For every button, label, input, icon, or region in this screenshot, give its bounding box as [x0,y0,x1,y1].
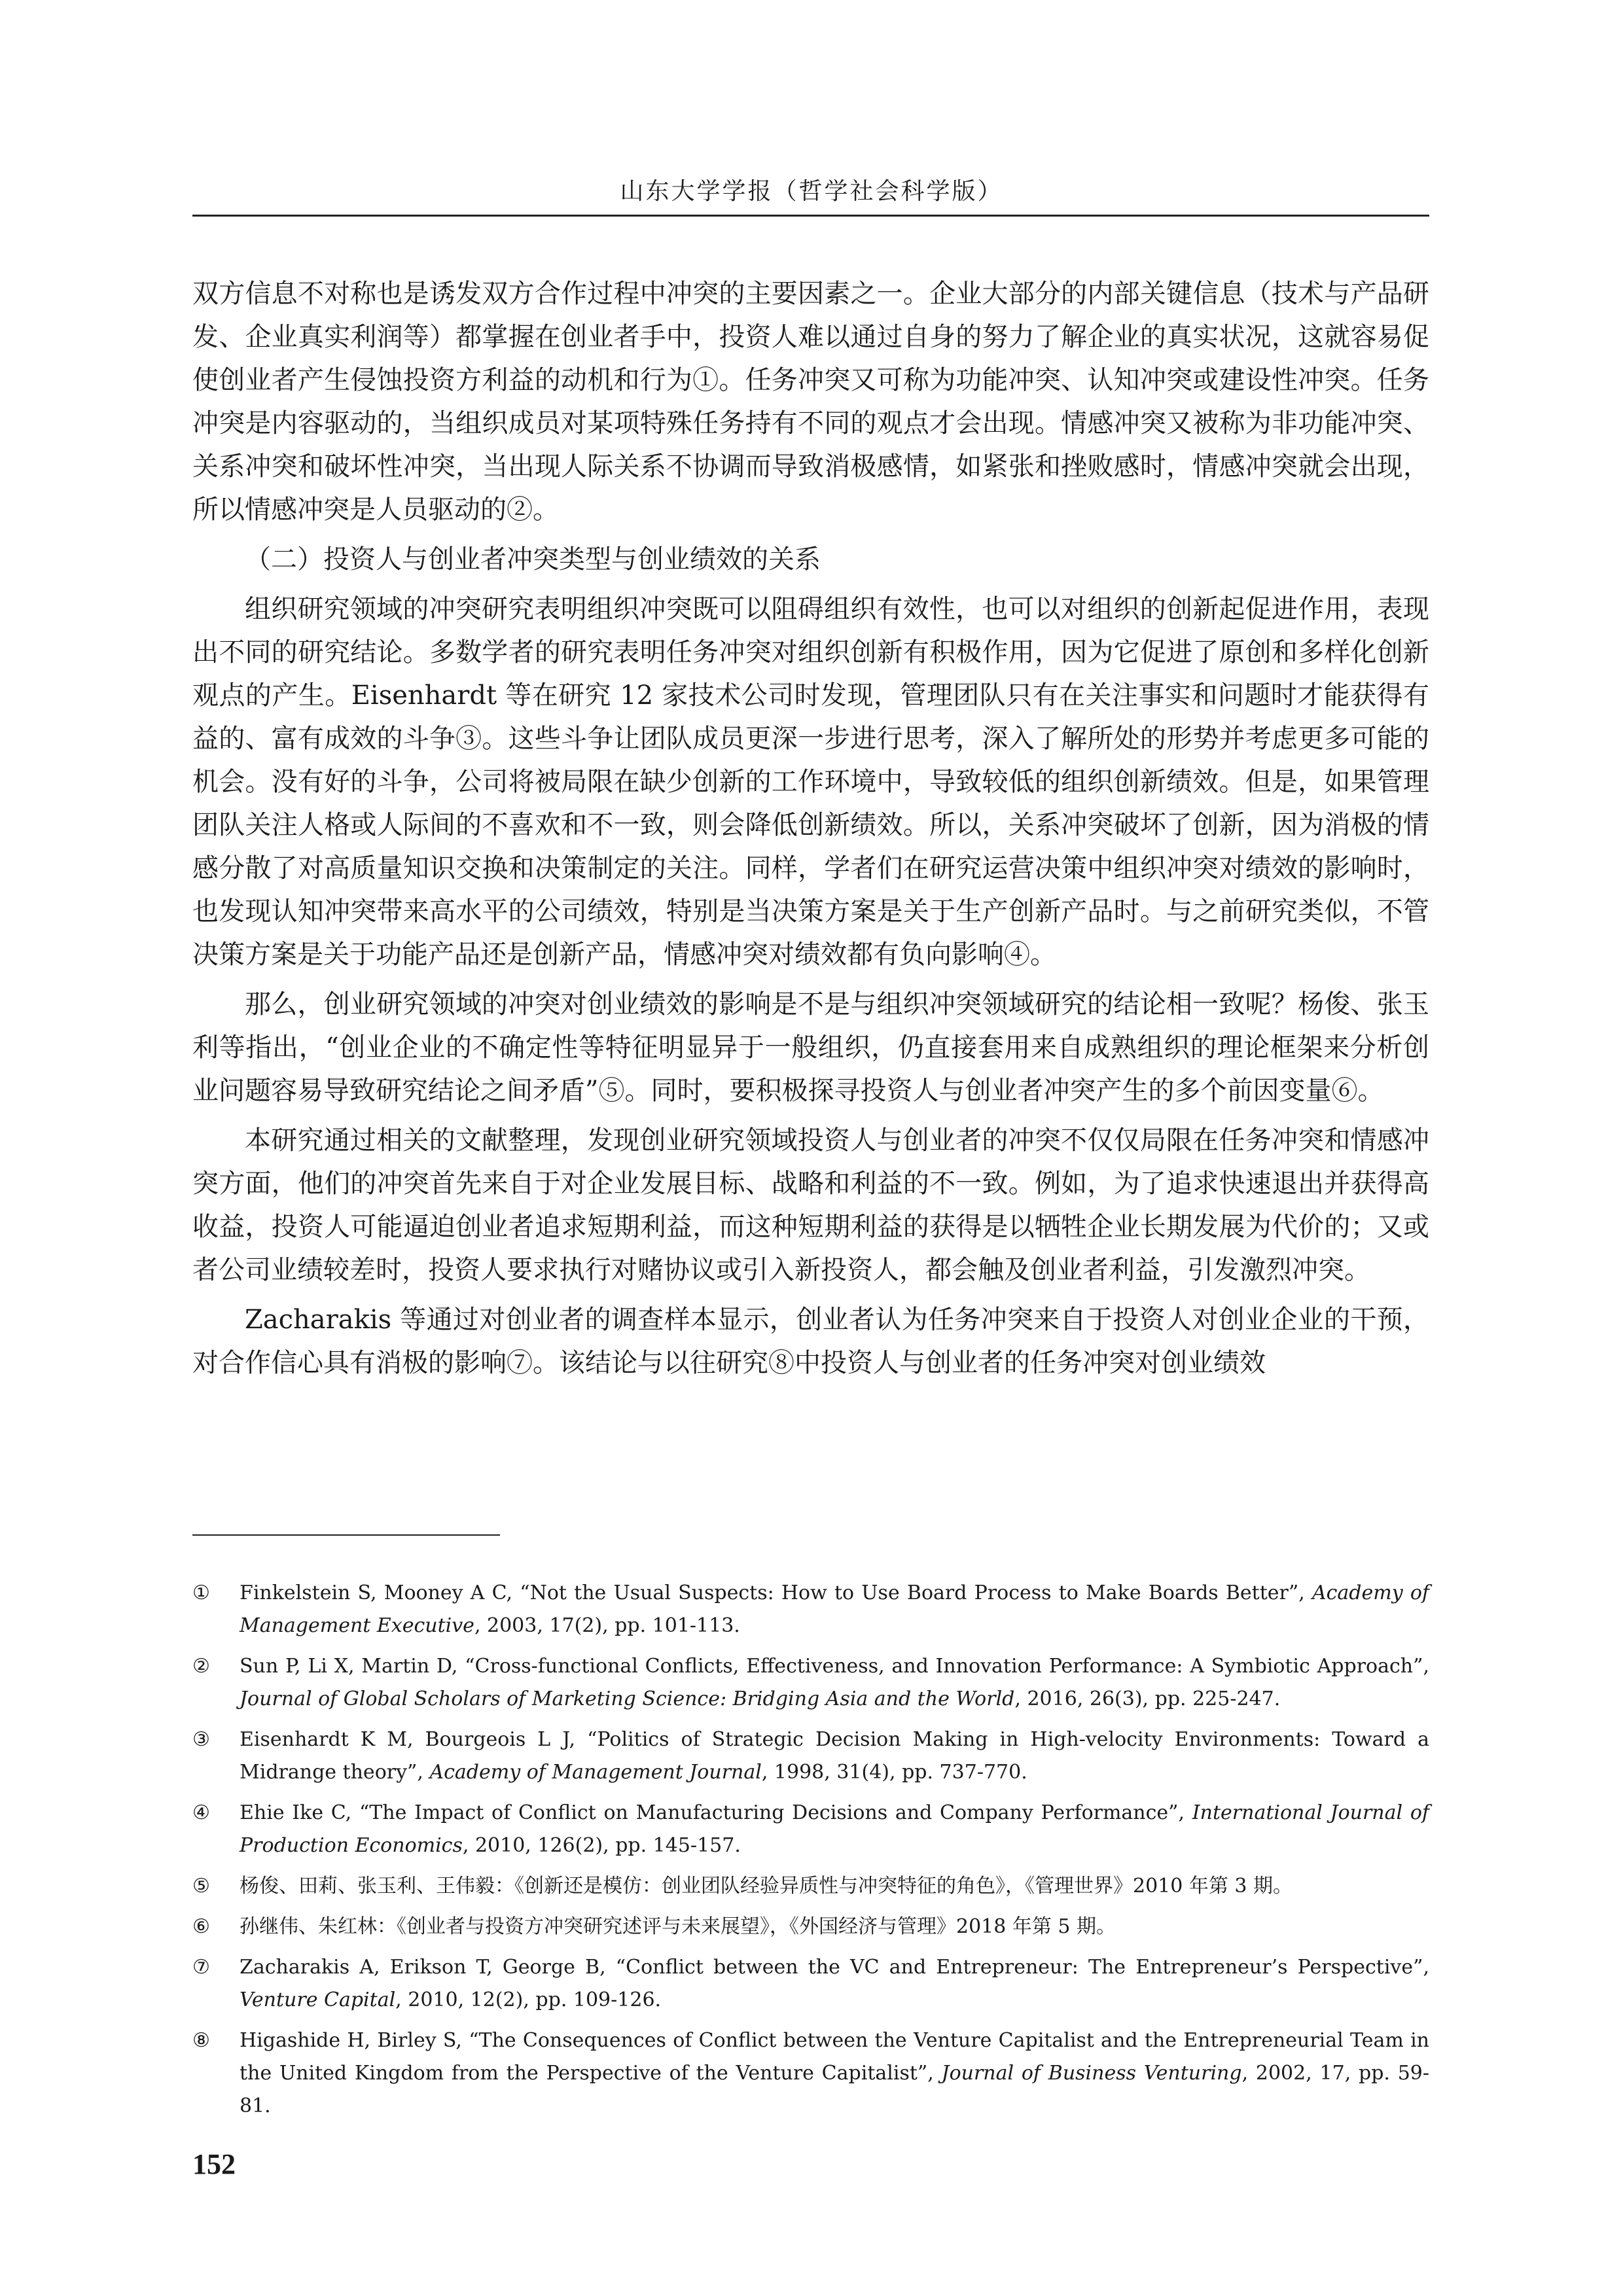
body-text [192,272,1429,1391]
footnote-journal: International Journal of Production Economics [240,1801,1430,1857]
footnote [192,1577,1429,1642]
footnote-text: , 2002, 17, pp. 59-81. [240,2062,1430,2117]
footnote-text: Ehie Ike C, “The Impact of Conflict on Manufacturing Decisions and Company Performance”, [240,1801,1192,1824]
footnote-text: Sun P, Li X, Martin D, “Cross-functional Conflicts, Effectiveness, and Innovation Performance: A Symbiotic Approach”, [240,1655,1429,1678]
footnote [192,1870,1429,1903]
footnote-journal: Academy of Management Journal [429,1761,762,1784]
footnote-text: Finkelstein S, Mooney A C, “Not the Usual Suspects: How to Use Board Process to Make Boards Better”, [240,1581,1312,1604]
footnote [192,2024,1429,2123]
footnote [192,1911,1429,1943]
footnote-journal: Journal of Business Venturing [941,2062,1242,2085]
footnote-rule [192,1534,500,1536]
footnote-text: Zacharakis A, Erikson T, George B, “Conflict between the VC and Entrepreneur: The Entrepreneur’s Perspective”, [240,1956,1429,1979]
footnote-mark: ① [192,1581,210,1604]
footnote [192,1650,1429,1716]
footnote-text: 杨俊、田莉、张玉利、王伟毅：《创新还是模仿：创业团队经验异质性与冲突特征的角色》，《管理世界》2010 年第 3 期。 [240,1875,1293,1898]
footnote [192,1951,1429,2017]
footnote-mark: ④ [192,1801,210,1824]
footnote-mark: ⑥ [192,1915,210,1938]
footnote-text: 孙继伟、朱红林：《创业者与投资方冲突研究述评与未来展望》，《外国经济与管理》2018 年第 5 期。 [240,1915,1116,1938]
body-paragraph: 双方信息不对称也是诱发双方合作过程中冲突的主要因素之一。企业大部分的内部关键信息（技术与产品研发、企业真实利润等）都掌握在创业者手中，投资人难以通过自身的努力了解企业的真实状况，这就容易促使创业者产生侵蚀投资方利益的动机和行为①。任务冲突又可称为功能冲突、认知冲突或建设性冲突。任务冲突是内容驱动的，当组织成员对某项特殊任务持有不同的观点才会出现。情感冲突又被称为非功能冲突、关系冲突和破坏性冲突，当出现人际关系不协调而导致消极感情，如紧张和挫败感时，情感冲突就会出现，所以情感冲突是人员驱动的②。 [192,279,1429,525]
footnote-text: Eisenhardt K M, Bourgeois L J, “Politics of Strategic Decision Making in High-velocity Environments: Toward a Midrange theory”, [240,1728,1429,1784]
body-paragraph: 组织研究领域的冲突研究表明组织冲突既可以阻碍组织有效性，也可以对组织的创新起促进作用，表现出不同的研究结论。多数学者的研究表明任务冲突对组织创新有积极作用，因为它促进了原创和多样化创新观点的产生。Eisenhardt 等在研究 12 家技术公司时发现，管理团队只有在关注事实和问题时才能获得有益的、富有成效的斗争③。这些斗争让团队成员更深一步进行思考，深入了解所处的形势并考虑更多可能的机会。没有好的斗争，公司将被局限在缺少创新的工作环境中，导致较低的组织创新绩效。但是，如果管理团队关注人格或人际间的不喜欢和不一致，则会降低创新绩效。所以，关系冲突破坏了创新，因为消极的情感分散了对高质量知识交换和决策制定的关注。同样，学者们在研究运营决策中组织冲突对绩效的影响时，也发现认知冲突带来高水平的公司绩效，特别是当决策方案是关于生产创新产品时。与之前研究类似，不管决策方案是关于功能产品还是创新产品，情感冲突对绩效都有负向影响④。 [192,594,1429,970]
footnotes [192,1577,1429,2130]
page-number: 152 [192,2148,236,2180]
footnote-journal: Academy of Management Executive [240,1581,1429,1637]
section-heading: （二）投资人与创业者冲突类型与创业绩效的关系 [245,544,821,574]
body-paragraph: 本研究通过相关的文献整理，发现创业研究领域投资人与创业者的冲突不仅仅局限在任务冲突和情感冲突方面，他们的冲突首先来自于对企业发展目标、战略和利益的不一致。例如，为了追求快速退出并获得高收益，投资人可能逼迫创业者追求短期利益，而这种短期利益的获得是以牺牲企业长期发展为代价的；又或者公司业绩较差时，投资人要求执行对赌协议或引入新投资人，都会触及创业者利益，引发激烈冲突。 [192,1125,1429,1285]
footnote [192,1723,1429,1789]
footnote-journal: Journal of Global Scholars of Marketing Science: Bridging Asia and the World [240,1687,1015,1710]
footnote-text: Higashide H, Birley S, “The Consequences of Conflict between the Venture Capitalist and the Entrepreneurial Team in the United Kingdom from the Perspective of the Venture Capitalist”, [240,2029,1429,2085]
footnote-text: , 2003, 17(2), pp. 101-113. [474,1614,740,1637]
footnote-text: , 2010, 126(2), pp. 145-157. [462,1834,741,1857]
footnote-text: , 2010, 12(2), pp. 109-126. [395,1988,662,2011]
running-header: 山东大学学报（哲学社会科学版） [620,178,1003,205]
body-paragraph: Zacharakis 等通过对创业者的调查样本显示，创业者认为任务冲突来自于投资人对创业企业的干预，对合作信心具有消极的影响⑦。该结论与以往研究⑧中投资人与创业者的任务冲突对创业绩效 [192,1305,1429,1378]
footnote-mark: ② [192,1655,210,1678]
footnote [192,1797,1429,1862]
footnote-mark: ⑤ [192,1875,210,1898]
body-paragraph: 那么，创业研究领域的冲突对创业绩效的影响是不是与组织冲突领域研究的结论相一致呢？杨俊、张玉利等指出，“创业企业的不确定性等特征明显异于一般组织，仍直接套用来自成熟组织的理论框架来分析创业问题容易导致研究结论之间矛盾”⑤。同时，要积极探寻投资人与创业者冲突产生的多个前因变量⑥。 [192,989,1429,1106]
footnote-text: , 2016, 26(3), pp. 225-247. [1014,1687,1281,1710]
footnote-mark: ⑧ [192,2029,210,2052]
header-rule [192,215,1429,217]
footnote-mark: ⑦ [192,1956,210,1979]
footnote-text: , 1998, 31(4), pp. 737-770. [761,1761,1027,1784]
footnote-journal: Venture Capital [240,1988,396,2011]
footnote-mark: ③ [192,1728,210,1751]
